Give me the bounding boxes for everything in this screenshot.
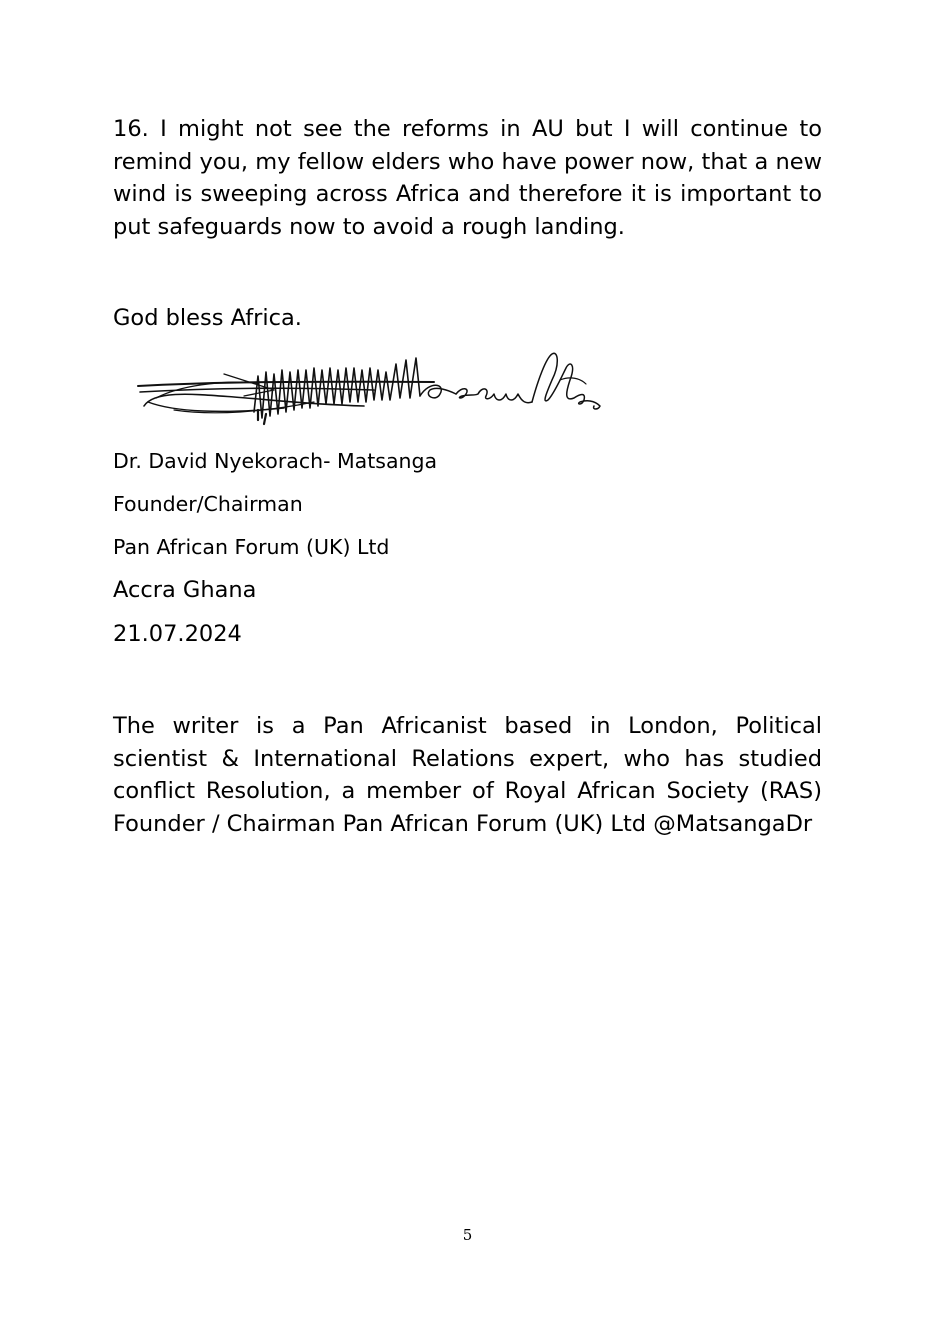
page-number: 5 [462, 1226, 473, 1244]
paragraph-16: 16. I might not see the reforms in AU but I will continue to remind you, my fellow elders who have power now, that a new wind is sweeping across Africa and therefore it is important to put safeguards now to avoid a rough landing. [113, 116, 822, 241]
signature-date: 21.07.2024 [113, 621, 242, 647]
author-bio: The writer is a Pan Africanist based in London, Political scientist & International Relations expert, who has studied conflict Resolution, a member of Royal African Society (RAS) Founder / Chairman Pan African Forum (UK) Ltd @MatsangaDr [113, 713, 822, 838]
signatory-name: Dr. David Nyekorach- Matsanga [113, 449, 438, 473]
signatory-title: Founder/Chairman [113, 492, 303, 516]
handwritten-signature [134, 350, 606, 430]
signatory-location: Accra Ghana [113, 577, 257, 603]
closing-blessing: God bless Africa. [113, 305, 302, 331]
signatory-organization: Pan African Forum (UK) Ltd [113, 535, 390, 559]
